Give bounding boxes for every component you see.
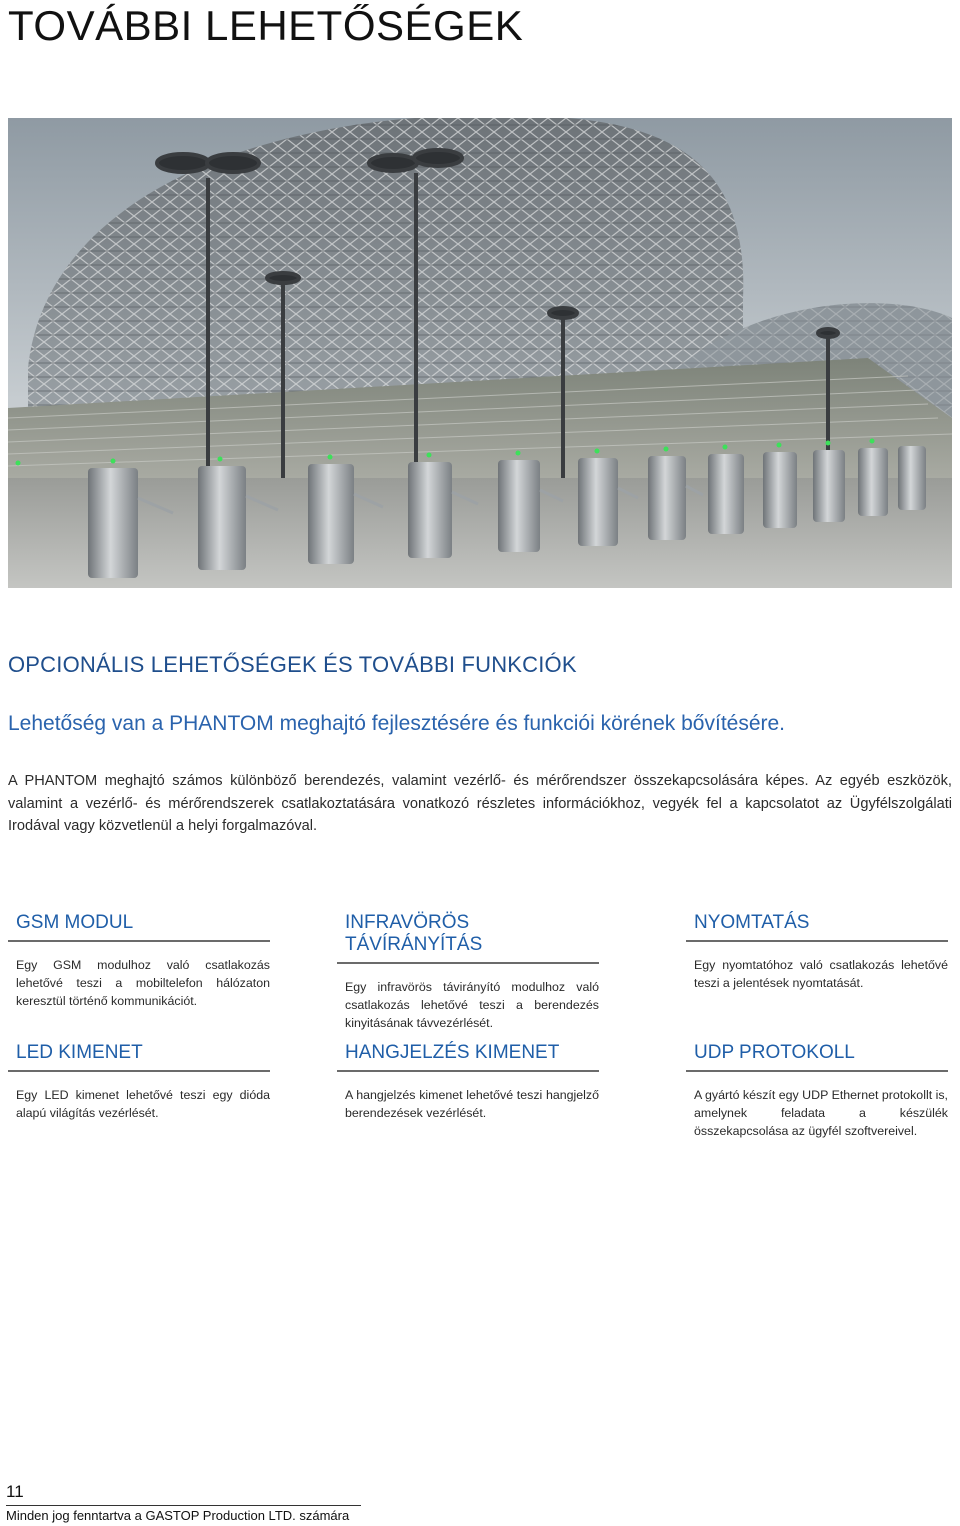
footer-divider [6, 1505, 361, 1506]
feature-description: A gyártó készít egy UDP Ethernet protokollt is, amelynek feladata a készülék összekapcsolása az ügyfél szoftvereivel. [694, 1088, 948, 1138]
stadium-turnstiles-photo [8, 118, 952, 588]
feature-description: Egy GSM modulhoz való csatlakozás lehetővé teszi a mobiltelefon hálózaton keresztül történő kommunikációt. [16, 958, 270, 1008]
feature-infrared-remote [337, 912, 599, 1032]
feature-udp-protocol [686, 1042, 948, 1140]
feature-title: GSM MODUL [8, 912, 270, 942]
feature-title: LED KIMENET [8, 1042, 270, 1072]
feature-printing [686, 912, 948, 992]
feature-led-output [8, 1042, 270, 1122]
feature-title: UDP PROTOKOLL [686, 1042, 948, 1072]
feature-title: INFRAVÖRÖS TÁVÍRÁNYÍTÁS [337, 912, 599, 964]
footer-copyright: Minden jog fenntartva a GASTOP Production LTD. számára [6, 1508, 350, 1523]
feature-description: Egy LED kimenet lehetővé teszi egy dióda alapú világítás vezérlését. [16, 1088, 270, 1120]
page-title: TOVÁBBI LEHETŐSÉGEK [8, 2, 524, 49]
feature-title: NYOMTATÁS [686, 912, 948, 942]
feature-sound-output [337, 1042, 599, 1122]
feature-title: HANGJELZÉS KIMENET [337, 1042, 599, 1072]
feature-gsm-module [8, 912, 270, 1010]
body-paragraph: A PHANTOM meghajtó számos különböző berendezés, valamint vezérlő- és mérőrendszer összekapcsolására képes. Az egyéb eszközök, valamint a vezérlő- és mérőrendszerek csatlakoztatására vonatkozó részletes információkhoz, vegyék fel a kapcsolatot az Ügyfélszolgálati Irodával vagy közvetlenül a helyi forgalmazóval. [8, 773, 952, 834]
feature-description: Egy infravörös távirányító modulhoz való csatlakozás lehetővé teszi a berendezés kinyitásának távvezérlését. [345, 980, 599, 1030]
section-title: OPCIONÁLIS LEHETŐSÉGEK ÉS TOVÁBBI FUNKCIÓK [8, 652, 577, 677]
lead-text: Lehetőség van a PHANTOM meghajtó fejlesztésére és funkciói körének bővítésére. [8, 712, 786, 735]
page-number: 11 [6, 1482, 24, 1501]
feature-description: A hangjelzés kimenet lehetővé teszi hangjelző berendezések vezérlését. [345, 1088, 599, 1120]
feature-description: Egy nyomtatóhoz való csatlakozás lehetővé teszi a jelentések nyomtatását. [694, 958, 948, 990]
